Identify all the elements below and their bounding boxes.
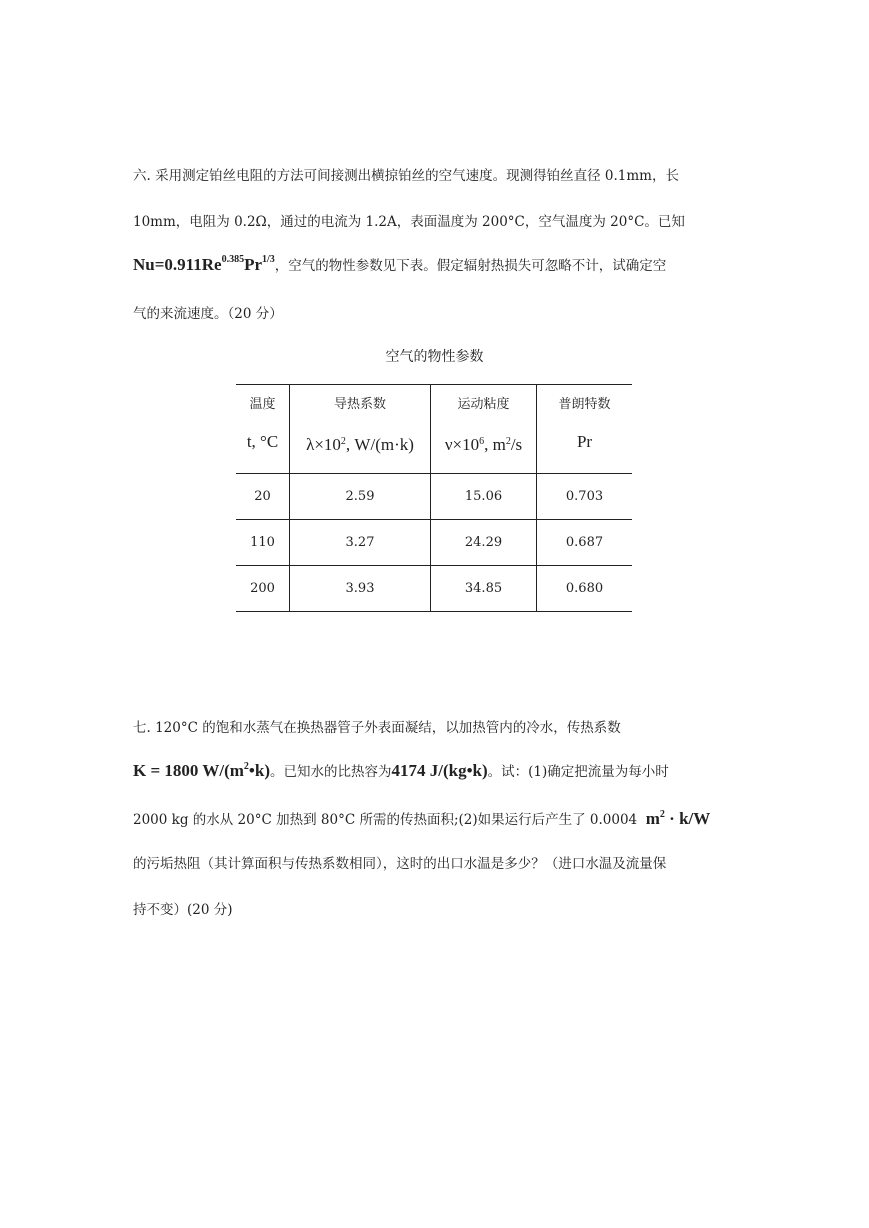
table-cell: 110 bbox=[236, 520, 290, 566]
q6-line-3: $Nu=0.911Re^{0.385}Pr^{1/3}$，空气的物性参数见下表。假定辐射热损失可忽略不计，试确定空 bbox=[133, 254, 667, 274]
table-cell: 3.27 bbox=[290, 520, 431, 566]
q7-line-3: 2000 kg 的水从 20°C 加热到 80°C 所需的传热面积;(2)如果运行后产生了 0.0004 $m^2 \cdot k/W$ bbox=[133, 809, 711, 828]
header-viscosity: 运动粘度 $\nu\times 10^6$, $m^2/s$ bbox=[431, 385, 537, 474]
table-row bbox=[236, 566, 632, 612]
table-cell: 3.93 bbox=[290, 566, 431, 612]
table-cell: 0.703 bbox=[537, 474, 633, 520]
table-cell: 0.680 bbox=[537, 566, 633, 612]
table-header-row bbox=[236, 385, 632, 474]
table-cell: 20 bbox=[236, 474, 290, 520]
q7-line-5: 持不变）(20 分) bbox=[133, 902, 233, 918]
heat-transfer-coefficient: K = 1800 $W/(m^2•k)$ bbox=[133, 761, 270, 780]
specific-heat: 4174 J/(kg•k) bbox=[391, 761, 488, 780]
table-cell: 200 bbox=[236, 566, 290, 612]
fouling-unit: $m^2 \cdot k/W$ bbox=[645, 809, 711, 828]
table-cell: 34.85 bbox=[431, 566, 537, 612]
air-properties-table bbox=[236, 384, 632, 612]
table-row bbox=[236, 474, 632, 520]
header-conductivity: 导热系数 $\lambda\times 10^2$, W/(m·k) bbox=[290, 385, 431, 474]
q6-line-4: 气的来流速度。（20 分） bbox=[133, 306, 283, 322]
table-cell: 15.06 bbox=[431, 474, 537, 520]
header-prandtl: 普朗特数 Pr bbox=[537, 385, 633, 474]
nusselt-formula: $Nu=0.911Re^{0.385}Pr^{1/3}$ bbox=[133, 254, 275, 274]
table-row bbox=[236, 520, 632, 566]
table-cell: 0.687 bbox=[537, 520, 633, 566]
table-cell: 2.59 bbox=[290, 474, 431, 520]
q7-line-1: 七. 120°C 的饱和水蒸气在换热器管子外表面凝结，以加热管内的冷水，传热系数 bbox=[133, 720, 621, 736]
q7-line-4: 的污垢热阻（其计算面积与传热系数相同），这时的出口水温是多少？（进口水温及流量保 bbox=[133, 856, 667, 872]
q6-line-2: 10mm，电阻为 0.2Ω，通过的电流为 1.2A，表面温度为 200°C，空气温度为 20°C。已知 bbox=[133, 214, 685, 230]
q7-line-2: K = 1800 $W/(m^2•k)$。已知水的比热容为4174 J/(kg•k)。试：(1)确定把流量为每小时 bbox=[133, 761, 669, 780]
table-cell: 24.29 bbox=[431, 520, 537, 566]
table-caption: 空气的物性参数 bbox=[385, 349, 484, 365]
header-temperature: 温度 t, °C bbox=[236, 385, 290, 474]
q6-line-1: 六. 采用测定铂丝电阻的方法可间接测出横掠铂丝的空气速度。现测得铂丝直径 0.1mm，长 bbox=[133, 168, 679, 184]
